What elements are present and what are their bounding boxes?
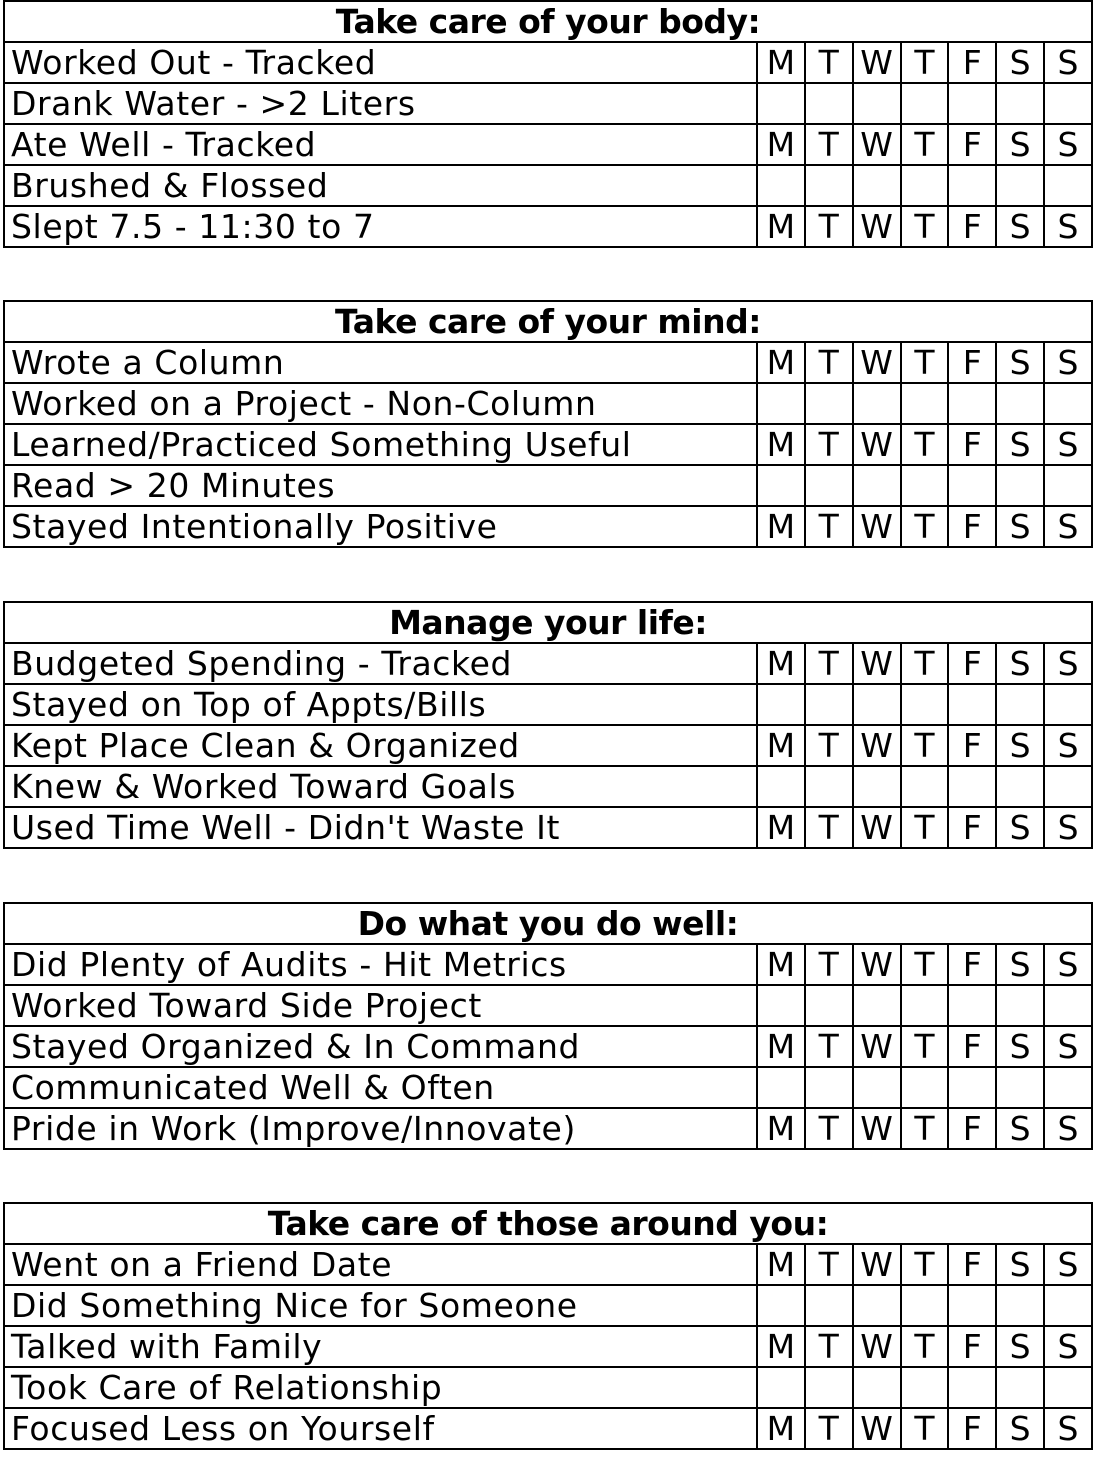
day-cell-empty[interactable] <box>853 383 901 424</box>
habit-row <box>4 1408 1092 1449</box>
habit-row <box>4 465 1092 506</box>
day-cell-sat[interactable]: S <box>996 1026 1044 1067</box>
day-cell-empty[interactable] <box>805 1367 853 1408</box>
day-cell-sun[interactable]: S <box>1044 342 1092 383</box>
habit-row <box>4 1285 1092 1326</box>
day-cell-empty[interactable] <box>901 383 949 424</box>
day-cell-mon[interactable]: M <box>757 1108 805 1149</box>
section-title: Take care of your mind: <box>4 301 1092 342</box>
day-cell-thu[interactable]: T <box>901 1408 949 1449</box>
day-cell-tue[interactable]: T <box>805 1408 853 1449</box>
day-cell-empty[interactable] <box>757 985 805 1026</box>
day-cell-wed[interactable]: W <box>853 342 901 383</box>
day-cell-tue[interactable]: T <box>805 42 853 83</box>
day-cell-tue[interactable]: T <box>805 944 853 985</box>
day-cell-sat[interactable]: S <box>996 342 1044 383</box>
day-cell-empty[interactable] <box>1044 766 1092 807</box>
day-cell-empty[interactable] <box>757 165 805 206</box>
habit-row <box>4 206 1092 247</box>
day-cell-empty[interactable] <box>757 83 805 124</box>
day-cell-empty[interactable] <box>757 766 805 807</box>
day-cell-thu[interactable]: T <box>901 1244 949 1285</box>
habit-row <box>4 944 1092 985</box>
day-cell-thu[interactable]: T <box>901 124 949 165</box>
day-cell-empty[interactable] <box>1044 165 1092 206</box>
day-cell-tue[interactable]: T <box>805 1326 853 1367</box>
day-cell-thu[interactable]: T <box>901 1326 949 1367</box>
day-cell-empty[interactable] <box>948 83 996 124</box>
day-cell-thu[interactable]: T <box>901 1108 949 1149</box>
day-cell-empty[interactable] <box>757 1067 805 1108</box>
day-cell-mon[interactable]: M <box>757 725 805 766</box>
day-cell-empty[interactable] <box>853 985 901 1026</box>
section-title: Take care of those around you: <box>4 1203 1092 1244</box>
day-cell-sat[interactable]: S <box>996 506 1044 547</box>
day-cell-tue[interactable]: T <box>805 506 853 547</box>
day-cell-fri[interactable]: F <box>948 1026 996 1067</box>
habit-row <box>4 1026 1092 1067</box>
habit-label: Did Something Nice for Someone <box>4 1285 757 1326</box>
section-title-row <box>4 1203 1092 1244</box>
day-cell-empty[interactable] <box>1044 83 1092 124</box>
day-cell-thu[interactable]: T <box>901 807 949 848</box>
day-cell-empty[interactable] <box>1044 383 1092 424</box>
habit-row <box>4 424 1092 465</box>
day-cell-empty[interactable] <box>901 83 949 124</box>
habit-row <box>4 83 1092 124</box>
habit-row <box>4 383 1092 424</box>
habit-label: Learned/Practiced Something Useful <box>4 424 757 465</box>
day-cell-empty[interactable] <box>901 1367 949 1408</box>
section-title: Do what you do well: <box>4 903 1092 944</box>
day-cell-empty[interactable] <box>948 1067 996 1108</box>
day-cell-fri[interactable]: F <box>948 342 996 383</box>
habit-label: Stayed Organized & In Command <box>4 1026 757 1067</box>
day-cell-thu[interactable]: T <box>901 424 949 465</box>
day-cell-thu[interactable]: T <box>901 42 949 83</box>
day-cell-empty[interactable] <box>853 465 901 506</box>
habit-label: Communicated Well & Often <box>4 1067 757 1108</box>
day-cell-empty[interactable] <box>948 165 996 206</box>
habit-label: Stayed Intentionally Positive <box>4 506 757 547</box>
day-cell-sun[interactable]: S <box>1044 643 1092 684</box>
habit-label: Ate Well - Tracked <box>4 124 757 165</box>
day-cell-empty[interactable] <box>996 1367 1044 1408</box>
day-cell-empty[interactable] <box>901 766 949 807</box>
day-cell-mon[interactable]: M <box>757 1408 805 1449</box>
day-cell-wed[interactable]: W <box>853 506 901 547</box>
day-cell-empty[interactable] <box>853 1285 901 1326</box>
day-cell-empty[interactable] <box>805 985 853 1026</box>
day-cell-sat[interactable]: S <box>996 1326 1044 1367</box>
day-cell-fri[interactable]: F <box>948 1326 996 1367</box>
day-cell-sat[interactable]: S <box>996 807 1044 848</box>
day-cell-fri[interactable]: F <box>948 424 996 465</box>
day-cell-empty[interactable] <box>948 1367 996 1408</box>
day-cell-empty[interactable] <box>757 1367 805 1408</box>
habit-label: Worked Out - Tracked <box>4 42 757 83</box>
day-cell-thu[interactable]: T <box>901 206 949 247</box>
habit-label: Pride in Work (Improve/Innovate) <box>4 1108 757 1149</box>
day-cell-empty[interactable] <box>996 766 1044 807</box>
day-cell-empty[interactable] <box>805 165 853 206</box>
habit-row <box>4 684 1092 725</box>
day-cell-mon[interactable]: M <box>757 807 805 848</box>
day-cell-sun[interactable]: S <box>1044 944 1092 985</box>
day-cell-tue[interactable]: T <box>805 643 853 684</box>
day-cell-sat[interactable]: S <box>996 725 1044 766</box>
day-cell-empty[interactable] <box>948 684 996 725</box>
day-cell-empty[interactable] <box>1044 1067 1092 1108</box>
day-cell-empty[interactable] <box>757 383 805 424</box>
day-cell-tue[interactable]: T <box>805 1244 853 1285</box>
habit-label: Knew & Worked Toward Goals <box>4 766 757 807</box>
day-cell-wed[interactable]: W <box>853 1408 901 1449</box>
day-cell-mon[interactable]: M <box>757 42 805 83</box>
day-cell-empty[interactable] <box>805 1285 853 1326</box>
habit-label: Went on a Friend Date <box>4 1244 757 1285</box>
section-title-row <box>4 1 1092 42</box>
day-cell-mon[interactable]: M <box>757 1026 805 1067</box>
day-cell-empty[interactable] <box>948 985 996 1026</box>
day-cell-sun[interactable]: S <box>1044 1408 1092 1449</box>
day-cell-empty[interactable] <box>996 165 1044 206</box>
day-cell-mon[interactable]: M <box>757 206 805 247</box>
habit-label: Kept Place Clean & Organized <box>4 725 757 766</box>
day-cell-sun[interactable]: S <box>1044 424 1092 465</box>
day-cell-tue[interactable]: T <box>805 1026 853 1067</box>
day-cell-fri[interactable]: F <box>948 807 996 848</box>
day-cell-empty[interactable] <box>805 465 853 506</box>
day-cell-tue[interactable]: T <box>805 725 853 766</box>
day-cell-thu[interactable]: T <box>901 725 949 766</box>
day-cell-sun[interactable]: S <box>1044 807 1092 848</box>
day-cell-empty[interactable] <box>996 985 1044 1026</box>
day-cell-wed[interactable]: W <box>853 725 901 766</box>
habit-row <box>4 1326 1092 1367</box>
section-body <box>3 0 1093 248</box>
section-work <box>3 902 1093 1150</box>
day-cell-empty[interactable] <box>853 684 901 725</box>
habit-label: Worked on a Project - Non-Column <box>4 383 757 424</box>
habit-label: Read > 20 Minutes <box>4 465 757 506</box>
day-cell-empty[interactable] <box>805 383 853 424</box>
day-cell-empty[interactable] <box>1044 1285 1092 1326</box>
habit-row <box>4 807 1092 848</box>
day-cell-sun[interactable]: S <box>1044 1108 1092 1149</box>
day-cell-fri[interactable]: F <box>948 124 996 165</box>
day-cell-tue[interactable]: T <box>805 1108 853 1149</box>
day-cell-wed[interactable]: W <box>853 643 901 684</box>
habit-label: Did Plenty of Audits - Hit Metrics <box>4 944 757 985</box>
day-cell-sun[interactable]: S <box>1044 42 1092 83</box>
day-cell-wed[interactable]: W <box>853 807 901 848</box>
habit-label: Worked Toward Side Project <box>4 985 757 1026</box>
day-cell-empty[interactable] <box>853 1367 901 1408</box>
day-cell-empty[interactable] <box>901 165 949 206</box>
habit-label: Brushed & Flossed <box>4 165 757 206</box>
section-title-row <box>4 301 1092 342</box>
day-cell-tue[interactable]: T <box>805 807 853 848</box>
day-cell-empty[interactable] <box>901 684 949 725</box>
day-cell-fri[interactable]: F <box>948 944 996 985</box>
section-title-row <box>4 903 1092 944</box>
day-cell-sun[interactable]: S <box>1044 1244 1092 1285</box>
habit-label: Wrote a Column <box>4 342 757 383</box>
day-cell-sat[interactable]: S <box>996 643 1044 684</box>
day-cell-sat[interactable]: S <box>996 1108 1044 1149</box>
day-cell-tue[interactable]: T <box>805 206 853 247</box>
day-cell-empty[interactable] <box>901 1285 949 1326</box>
habit-row <box>4 124 1092 165</box>
section-title: Take care of your body: <box>4 1 1092 42</box>
day-cell-empty[interactable] <box>948 383 996 424</box>
day-cell-empty[interactable] <box>1044 465 1092 506</box>
habit-label: Budgeted Spending - Tracked <box>4 643 757 684</box>
habit-label: Stayed on Top of Appts/Bills <box>4 684 757 725</box>
habit-row <box>4 342 1092 383</box>
day-cell-mon[interactable]: M <box>757 643 805 684</box>
day-cell-mon[interactable]: M <box>757 342 805 383</box>
day-cell-tue[interactable]: T <box>805 424 853 465</box>
day-cell-empty[interactable] <box>901 985 949 1026</box>
day-cell-wed[interactable]: W <box>853 42 901 83</box>
day-cell-wed[interactable]: W <box>853 1108 901 1149</box>
day-cell-thu[interactable]: T <box>901 643 949 684</box>
day-cell-sun[interactable]: S <box>1044 206 1092 247</box>
day-cell-empty[interactable] <box>805 766 853 807</box>
habit-row <box>4 506 1092 547</box>
day-cell-sun[interactable]: S <box>1044 1326 1092 1367</box>
day-cell-mon[interactable]: M <box>757 1326 805 1367</box>
day-cell-fri[interactable]: F <box>948 506 996 547</box>
day-cell-tue[interactable]: T <box>805 124 853 165</box>
day-cell-wed[interactable]: W <box>853 1244 901 1285</box>
day-cell-empty[interactable] <box>757 465 805 506</box>
day-cell-empty[interactable] <box>996 383 1044 424</box>
day-cell-empty[interactable] <box>948 766 996 807</box>
habit-label: Took Care of Relationship <box>4 1367 757 1408</box>
day-cell-wed[interactable]: W <box>853 424 901 465</box>
habit-row <box>4 643 1092 684</box>
day-cell-empty[interactable] <box>901 1067 949 1108</box>
habit-label: Focused Less on Yourself <box>4 1408 757 1449</box>
day-cell-empty[interactable] <box>805 684 853 725</box>
day-cell-fri[interactable]: F <box>948 725 996 766</box>
day-cell-empty[interactable] <box>948 465 996 506</box>
day-cell-empty[interactable] <box>853 766 901 807</box>
section-others <box>3 1202 1093 1450</box>
habit-row <box>4 42 1092 83</box>
day-cell-empty[interactable] <box>757 684 805 725</box>
day-cell-thu[interactable]: T <box>901 1026 949 1067</box>
day-cell-mon[interactable]: M <box>757 944 805 985</box>
day-cell-sun[interactable]: S <box>1044 124 1092 165</box>
day-cell-fri[interactable]: F <box>948 1408 996 1449</box>
day-cell-sun[interactable]: S <box>1044 725 1092 766</box>
day-cell-thu[interactable]: T <box>901 506 949 547</box>
day-cell-empty[interactable] <box>757 1285 805 1326</box>
day-cell-wed[interactable]: W <box>853 944 901 985</box>
day-cell-empty[interactable] <box>948 1285 996 1326</box>
habit-label: Drank Water - >2 Liters <box>4 83 757 124</box>
section-title-row <box>4 602 1092 643</box>
day-cell-empty[interactable] <box>805 83 853 124</box>
habit-row <box>4 1108 1092 1149</box>
habit-row <box>4 725 1092 766</box>
day-cell-fri[interactable]: F <box>948 1108 996 1149</box>
habit-row <box>4 1067 1092 1108</box>
day-cell-sat[interactable]: S <box>996 1244 1044 1285</box>
habit-row <box>4 1367 1092 1408</box>
section-mind <box>3 300 1093 548</box>
day-cell-sun[interactable]: S <box>1044 1026 1092 1067</box>
day-cell-sat[interactable]: S <box>996 424 1044 465</box>
day-cell-fri[interactable]: F <box>948 206 996 247</box>
day-cell-empty[interactable] <box>853 1067 901 1108</box>
day-cell-fri[interactable]: F <box>948 643 996 684</box>
day-cell-sat[interactable]: S <box>996 944 1044 985</box>
day-cell-empty[interactable] <box>805 1067 853 1108</box>
day-cell-sat[interactable]: S <box>996 1408 1044 1449</box>
day-cell-empty[interactable] <box>1044 684 1092 725</box>
day-cell-empty[interactable] <box>901 465 949 506</box>
day-cell-tue[interactable]: T <box>805 342 853 383</box>
habit-row <box>4 1244 1092 1285</box>
day-cell-wed[interactable]: W <box>853 124 901 165</box>
day-cell-mon[interactable]: M <box>757 1244 805 1285</box>
day-cell-sat[interactable]: S <box>996 124 1044 165</box>
day-cell-sun[interactable]: S <box>1044 506 1092 547</box>
day-cell-mon[interactable]: M <box>757 506 805 547</box>
day-cell-empty[interactable] <box>1044 1367 1092 1408</box>
day-cell-empty[interactable] <box>996 1067 1044 1108</box>
habit-label: Slept 7.5 - 11:30 to 7 <box>4 206 757 247</box>
day-cell-sat[interactable]: S <box>996 42 1044 83</box>
day-cell-sat[interactable]: S <box>996 206 1044 247</box>
day-cell-empty[interactable] <box>996 1285 1044 1326</box>
day-cell-wed[interactable]: W <box>853 1026 901 1067</box>
section-life <box>3 601 1093 849</box>
day-cell-wed[interactable]: W <box>853 1326 901 1367</box>
habit-label: Talked with Family <box>4 1326 757 1367</box>
day-cell-empty[interactable] <box>853 83 901 124</box>
habit-row <box>4 985 1092 1026</box>
day-cell-fri[interactable]: F <box>948 42 996 83</box>
day-cell-mon[interactable]: M <box>757 424 805 465</box>
day-cell-empty[interactable] <box>996 684 1044 725</box>
day-cell-empty[interactable] <box>996 465 1044 506</box>
day-cell-fri[interactable]: F <box>948 1244 996 1285</box>
habit-row <box>4 165 1092 206</box>
section-title: Manage your life: <box>4 602 1092 643</box>
habit-label: Used Time Well - Didn't Waste It <box>4 807 757 848</box>
day-cell-empty[interactable] <box>996 83 1044 124</box>
day-cell-empty[interactable] <box>853 165 901 206</box>
habit-row <box>4 766 1092 807</box>
day-cell-mon[interactable]: M <box>757 124 805 165</box>
day-cell-empty[interactable] <box>1044 985 1092 1026</box>
day-cell-wed[interactable]: W <box>853 206 901 247</box>
day-cell-thu[interactable]: T <box>901 944 949 985</box>
day-cell-thu[interactable]: T <box>901 342 949 383</box>
